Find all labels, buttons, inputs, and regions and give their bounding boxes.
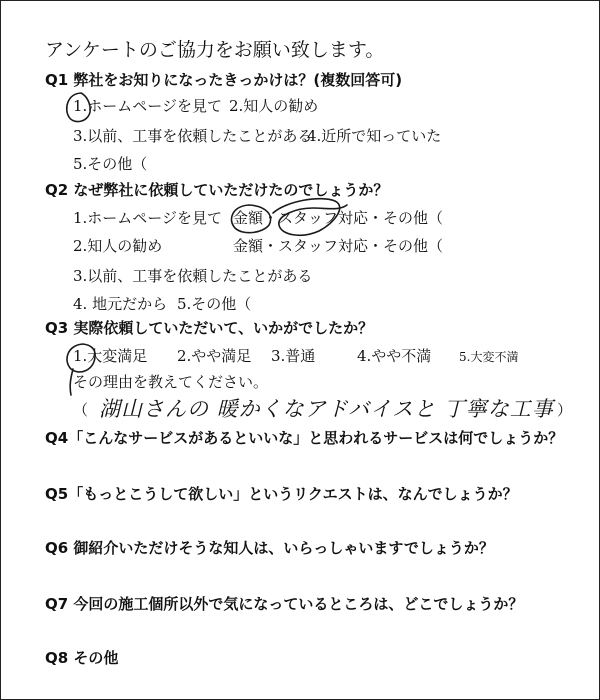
- q4-question: Q4「こんなサービスがあるといいな」と思われるサービスは何でしょうか？: [45, 429, 564, 447]
- q2-option-acquaintance[interactable]: 2.知人の勧め: [73, 237, 163, 255]
- q1-option-other[interactable]: 5.その他（: [73, 155, 148, 173]
- q3-handwritten-answer[interactable]: 湖山さんの 暖かくなアドバイスと 丁寧な工事: [99, 397, 554, 421]
- q3-option-somewhat-dissatisfied[interactable]: 4.やや不満: [357, 347, 432, 365]
- q3-option-neutral[interactable]: 3.普通: [271, 347, 316, 365]
- q2-option-homepage[interactable]: 1.ホームページを見て: [73, 209, 223, 227]
- q2-option-previous-work[interactable]: 3.以前、工事を依頼したことがある: [73, 267, 313, 285]
- q1-option-previous-work[interactable]: 3.以前、工事を依頼したことがある: [73, 127, 313, 145]
- q3-option-somewhat-satisfied[interactable]: 2.やや満足: [177, 347, 252, 365]
- page-title: アンケートのご協力をお願い致します。: [45, 39, 385, 61]
- q3-question: Q3 実際依頼していただいて、いかがでしたか？: [45, 319, 374, 337]
- q1-option-homepage[interactable]: 1.ホームページを見て: [73, 97, 223, 115]
- q1-option-acquaintance[interactable]: 2.知人の勧め: [229, 97, 319, 115]
- q8-question: Q8 その他: [45, 649, 119, 667]
- q2-option-local[interactable]: 4. 地元だから: [73, 295, 168, 313]
- q6-question: Q6 御紹介いただけそうな知人は、いらっしゃいますでしょうか？: [45, 539, 494, 557]
- q1-option-nearby[interactable]: 4.近所で知っていた: [307, 127, 442, 145]
- q2-question: Q2 なぜ弊社に依頼していただけたのでしょうか？: [45, 181, 389, 199]
- q5-question: Q5「もっとこうして欲しい」というリクエストは、なんでしょうか？: [45, 485, 518, 503]
- q2-option-other[interactable]: 5.その他（: [177, 295, 252, 313]
- q2-option-homepage-reasons[interactable]: 金額・スタッフ対応・その他（: [233, 209, 444, 227]
- q3-paren-open: （: [73, 401, 89, 419]
- q1-question: Q1 弊社をお知りになったきっかけは？(複数回答可): [45, 71, 403, 89]
- q3-paren-close: ）: [557, 401, 573, 419]
- q2-option-acquaintance-reasons[interactable]: 金額・スタッフ対応・その他（: [233, 237, 444, 255]
- q3-option-very-dissatisfied[interactable]: 5.大変不満: [459, 350, 519, 364]
- q3-option-very-satisfied[interactable]: 1.大変満足: [73, 347, 148, 365]
- q7-question: Q7 今回の施工個所以外で気になっているところは、どこでしょうか？: [45, 595, 524, 613]
- q3-reason-prompt: その理由を教えてください。: [73, 373, 269, 391]
